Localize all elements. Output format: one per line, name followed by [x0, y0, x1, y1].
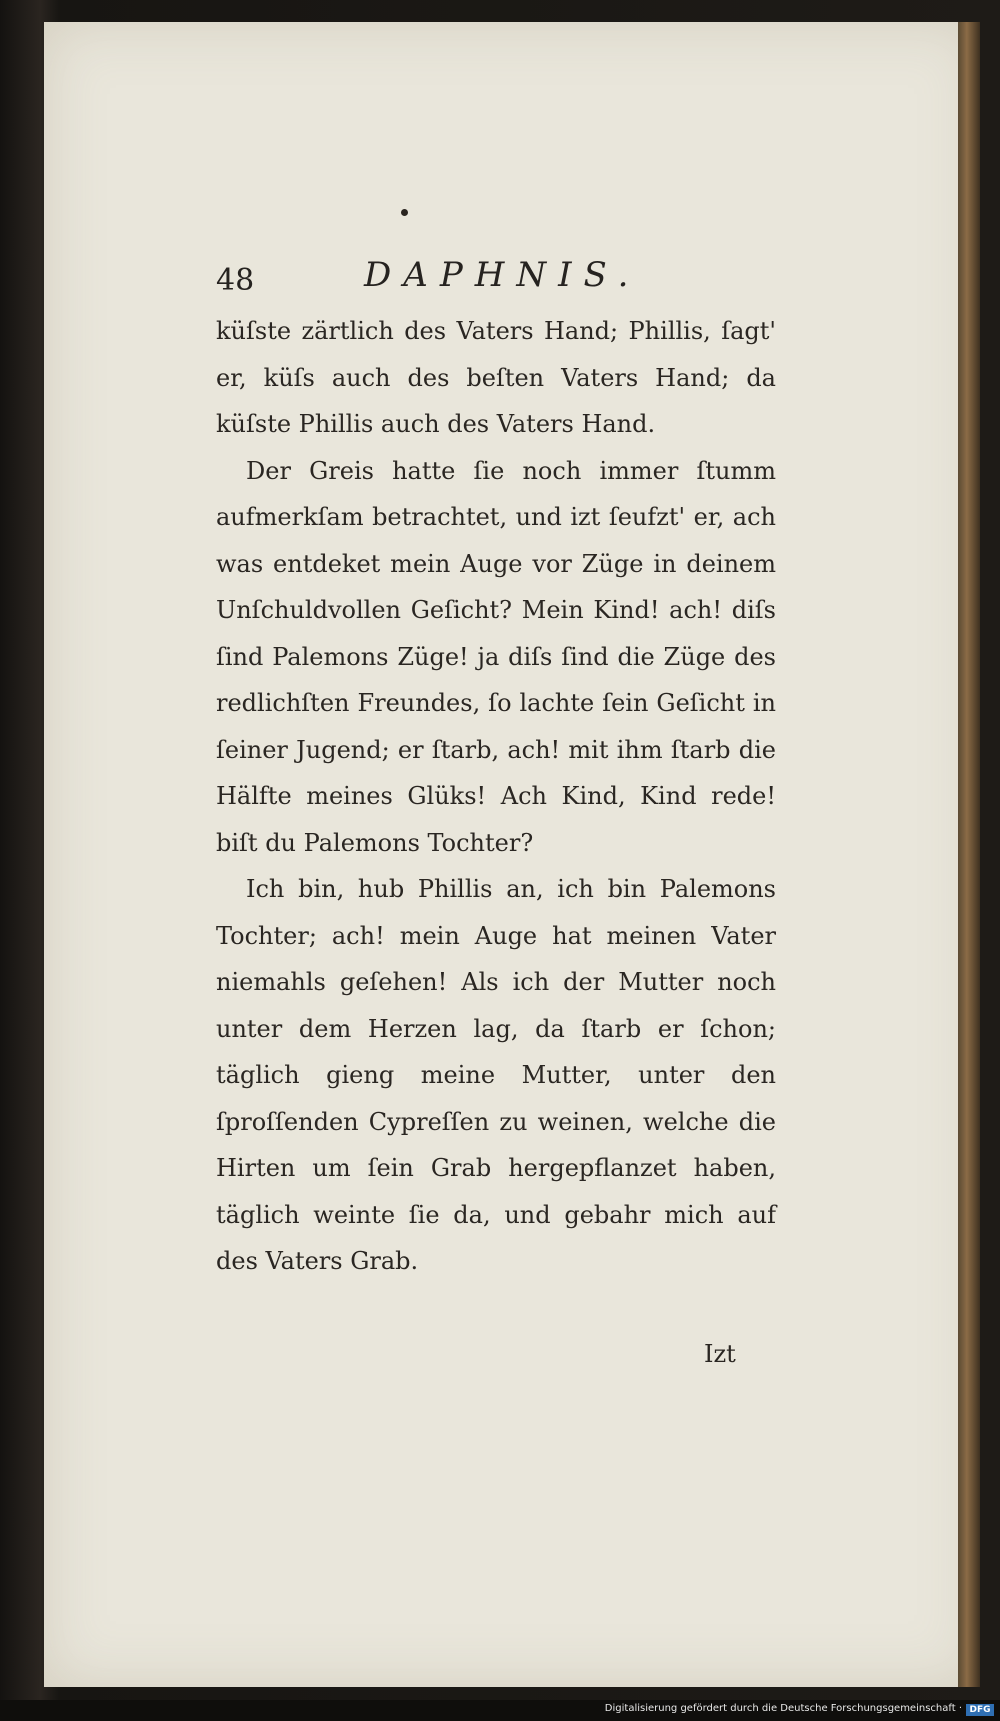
- running-title: DAPHNIS.: [364, 255, 641, 295]
- page-edge: [958, 22, 980, 1687]
- paragraph-1: küſste zärtlich des Vaters Hand; Phillis, ſagt' er, küſs auch des beſten Vaters Hand; da küſste Phillis auch des Vaters Hand.: [216, 317, 776, 438]
- ink-dot: [401, 209, 408, 216]
- dfg-logo-icon: DFG: [966, 1704, 994, 1716]
- paragraph-3: Ich bin, hub Phillis an, ich bin Palemons Tochter; ach! mein Auge hat meinen Vater niemahls geſehen! Als ich der Mutter noch unter dem Herzen lag, da ſtarb er ſchon; täglich gieng meine Mutter, unter den ſproſſenden Cypreſſen zu weinen, welche die Hirten um ſein Grab hergepflanzet haben, täglich weinte ſie da, und gebahr mich auf des Vaters Grab.: [216, 875, 776, 1275]
- digitization-credit: Digitalisierung gefördert durch die Deutsche Forschungsgemeinschaft ·: [604, 1703, 962, 1714]
- body-text: [216, 308, 776, 1285]
- paragraph-2: Der Greis hatte ſie noch immer ſtumm aufmerkſam betrachtet, und izt ſeufzt' er, ach was entdeket mein Auge vor Züge in deinem Unſchuldvollen Geſicht? Mein Kind! ach! diſs ſind Palemons Züge! ja diſs ſind die Züge des redlichſten Freundes, ſo lachte ſein Geſicht in ſeiner Jugend; er ſtarb, ach! mit ihm ſtarb die Hälfte meines Glüks! Ach Kind, Kind rede! biſt du Palemons Tochter?: [216, 456, 776, 857]
- page-number: 48: [216, 263, 255, 298]
- catchword: Izt: [704, 1340, 736, 1368]
- page-header: [216, 245, 736, 305]
